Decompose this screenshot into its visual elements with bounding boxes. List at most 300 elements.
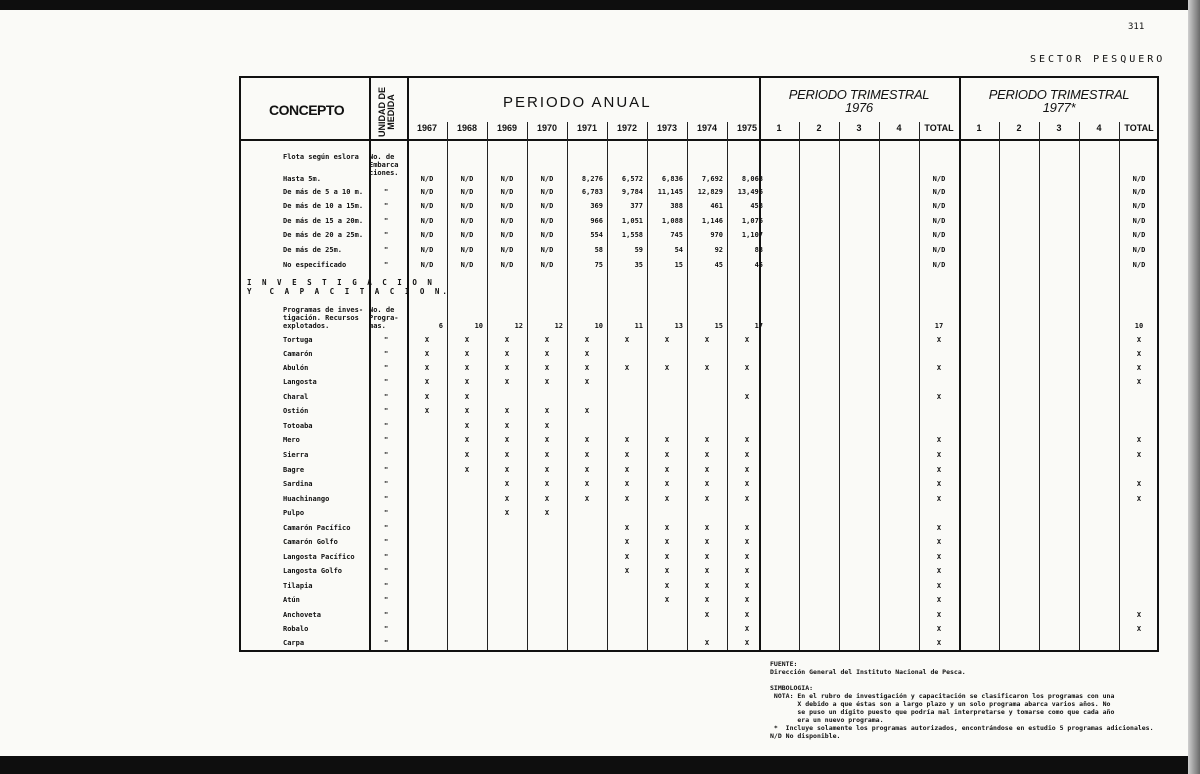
- cell-annual: 966: [590, 217, 603, 225]
- cell-annual: N/D: [540, 261, 554, 269]
- cell-annual: 8,063: [741, 175, 763, 183]
- cell-annual: X: [504, 378, 510, 386]
- row-label: Atún: [283, 596, 300, 604]
- cell-annual: X: [744, 436, 750, 444]
- cell-annual: 11: [634, 322, 643, 330]
- row-unit: ": [384, 188, 389, 196]
- cell-annual: X: [624, 567, 630, 575]
- cell-annual: 554: [590, 231, 603, 239]
- cell-annual: N/D: [500, 188, 514, 196]
- row-label: Sierra: [283, 451, 309, 459]
- cell-1977-total: X: [1136, 364, 1142, 372]
- header-year-1975: 1975: [736, 123, 758, 133]
- cell-annual: X: [504, 336, 510, 344]
- row-label: Langosta: [283, 378, 317, 386]
- cell-annual: X: [744, 639, 750, 647]
- cell-annual: 10: [594, 322, 603, 330]
- row-label: Camarón Golfo: [283, 538, 338, 546]
- cell-annual: 12,829: [697, 188, 723, 196]
- cell-annual: X: [584, 495, 590, 503]
- cell-annual: N/D: [460, 188, 474, 196]
- header-year-1974: 1974: [696, 123, 718, 133]
- header-year-1973: 1973: [656, 123, 678, 133]
- cell-annual: X: [744, 553, 750, 561]
- data-table: [239, 76, 1159, 652]
- cell-annual: X: [704, 639, 710, 647]
- cell-annual: 59: [634, 246, 643, 254]
- cell-annual: X: [584, 336, 590, 344]
- cell-annual: X: [744, 495, 750, 503]
- cell-annual: N/D: [460, 175, 474, 183]
- cell-1976-total: X: [936, 451, 942, 459]
- cell-annual: X: [584, 436, 590, 444]
- cell-annual: X: [704, 451, 710, 459]
- cell-annual: 35: [634, 261, 643, 269]
- cell-annual: X: [544, 451, 550, 459]
- cell-annual: 458: [750, 202, 763, 210]
- row-label: Anchoveta: [283, 611, 321, 619]
- cell-annual: X: [744, 364, 750, 372]
- header-1976-q-3: 3: [856, 123, 862, 133]
- cell-annual: 13: [674, 322, 683, 330]
- cell-1976-total: X: [936, 436, 942, 444]
- cell-1976-total: X: [936, 495, 942, 503]
- cell-annual: N/D: [460, 202, 474, 210]
- row-unit: ": [384, 393, 389, 401]
- cell-annual: X: [664, 480, 670, 488]
- cell-annual: X: [744, 524, 750, 532]
- header-1976-q-1: 1: [776, 123, 782, 133]
- cell-annual: X: [504, 495, 510, 503]
- cell-annual: N/D: [420, 202, 434, 210]
- row-unit: No. de Progra- mas.: [369, 306, 399, 330]
- cell-annual: X: [744, 393, 750, 401]
- row-label: De más de 15 a 20m.: [283, 217, 364, 225]
- cell-annual: X: [424, 336, 430, 344]
- row-label: Langosta Golfo: [283, 567, 343, 575]
- cell-annual: X: [704, 582, 710, 590]
- row-label: De más de 10 a 15m.: [283, 202, 364, 210]
- cell-annual: X: [744, 480, 750, 488]
- header-year-1967: 1967: [416, 123, 438, 133]
- cell-annual: X: [544, 350, 550, 358]
- cell-annual: X: [464, 436, 470, 444]
- cell-annual: 6,836: [661, 175, 683, 183]
- cell-1976-total: 17: [934, 322, 944, 330]
- row-label: Charal: [283, 393, 309, 401]
- cell-annual: X: [664, 495, 670, 503]
- row-label: De más de 5 a 10 m.: [283, 188, 364, 196]
- cell-annual: X: [504, 466, 510, 474]
- cell-1976-total: N/D: [932, 246, 946, 254]
- cell-annual: X: [624, 524, 630, 532]
- cell-annual: X: [584, 350, 590, 358]
- row-unit: ": [384, 336, 389, 344]
- cell-annual: X: [584, 407, 590, 415]
- cell-annual: N/D: [460, 217, 474, 225]
- cell-annual: X: [584, 480, 590, 488]
- cell-annual: 1,558: [621, 231, 643, 239]
- row-unit: ": [384, 611, 389, 619]
- row-unit: ": [384, 451, 389, 459]
- cell-annual: X: [464, 407, 470, 415]
- cell-annual: X: [624, 451, 630, 459]
- row-label: Huachinango: [283, 495, 330, 503]
- cell-1976-total: N/D: [932, 231, 946, 239]
- row-unit: No. de Embarca ciones.: [369, 153, 399, 177]
- page-number: 311: [1128, 22, 1145, 32]
- row-unit: ": [384, 639, 389, 647]
- row-unit: ": [384, 466, 389, 474]
- row-unit: ": [384, 202, 389, 210]
- cell-annual: N/D: [500, 261, 514, 269]
- section-investigacion: I N V E S T I G A C I O N Y C A P A C I T A C I O N.: [247, 278, 450, 296]
- cell-annual: X: [744, 451, 750, 459]
- cell-annual: X: [424, 364, 430, 372]
- cell-annual: X: [544, 509, 550, 517]
- cell-1977-total: N/D: [1132, 231, 1146, 239]
- cell-annual: N/D: [420, 246, 434, 254]
- cell-annual: 12: [554, 322, 563, 330]
- cell-annual: X: [544, 480, 550, 488]
- cell-annual: X: [664, 364, 670, 372]
- header-periodo-anual: PERIODO ANUAL: [503, 94, 652, 111]
- cell-1977-total: X: [1136, 625, 1142, 633]
- row-unit: ": [384, 246, 389, 254]
- cell-1976-total: X: [936, 393, 942, 401]
- cell-annual: N/D: [500, 246, 514, 254]
- cell-annual: X: [504, 350, 510, 358]
- header-1976-q-2: 2: [816, 123, 822, 133]
- cell-annual: 1,076: [741, 217, 763, 225]
- cell-annual: X: [664, 336, 670, 344]
- cell-annual: X: [704, 538, 710, 546]
- cell-annual: X: [504, 480, 510, 488]
- header-year-1969: 1969: [496, 123, 518, 133]
- row-unit: ": [384, 625, 389, 633]
- cell-1976-total: X: [936, 524, 942, 532]
- cell-annual: N/D: [460, 231, 474, 239]
- cell-annual: X: [704, 553, 710, 561]
- cell-annual: N/D: [420, 188, 434, 196]
- cell-1976-total: N/D: [932, 261, 946, 269]
- cell-annual: X: [584, 364, 590, 372]
- cell-annual: 10: [474, 322, 483, 330]
- header-concepto: CONCEPTO: [269, 102, 345, 118]
- row-unit: ": [384, 524, 389, 532]
- cell-annual: X: [624, 480, 630, 488]
- cell-annual: N/D: [500, 217, 514, 225]
- cell-annual: 17: [754, 322, 763, 330]
- cell-annual: 1,146: [701, 217, 723, 225]
- cell-1977-total: N/D: [1132, 202, 1146, 210]
- row-label: Programas de inves- tigación. Recursos explotados.: [283, 306, 364, 330]
- cell-1976-total: N/D: [932, 188, 946, 196]
- cell-annual: N/D: [540, 175, 554, 183]
- cell-1977-total: X: [1136, 451, 1142, 459]
- cell-annual: 12: [514, 322, 523, 330]
- row-label: Totoaba: [283, 422, 313, 430]
- cell-1977-total: N/D: [1132, 217, 1146, 225]
- cell-annual: 54: [674, 246, 683, 254]
- cell-annual: X: [664, 582, 670, 590]
- cell-annual: X: [504, 422, 510, 430]
- cell-annual: X: [464, 393, 470, 401]
- header-1977-q-3: 3: [1056, 123, 1062, 133]
- header-trim-1977-year: 1977*: [1042, 100, 1076, 115]
- cell-annual: X: [464, 422, 470, 430]
- cell-annual: X: [744, 625, 750, 633]
- cell-annual: 6,783: [581, 188, 603, 196]
- row-unit: ": [384, 364, 389, 372]
- cell-annual: X: [664, 538, 670, 546]
- cell-annual: N/D: [500, 175, 514, 183]
- cell-1977-total: X: [1136, 611, 1142, 619]
- cell-annual: 970: [710, 231, 723, 239]
- cell-annual: 45: [754, 261, 763, 269]
- cell-annual: X: [744, 336, 750, 344]
- cell-annual: 1,051: [621, 217, 643, 225]
- cell-annual: X: [704, 567, 710, 575]
- cell-annual: X: [704, 524, 710, 532]
- cell-annual: X: [504, 509, 510, 517]
- row-label: De más de 25m.: [283, 246, 343, 254]
- cell-annual: X: [704, 466, 710, 474]
- cell-annual: 45: [714, 261, 723, 269]
- row-unit: ": [384, 538, 389, 546]
- row-label: Ostión: [283, 407, 309, 415]
- cell-annual: 15: [714, 322, 723, 330]
- header-1976-q-4: 4: [896, 123, 902, 133]
- cell-1976-total: X: [936, 466, 942, 474]
- row-label: Sardina: [283, 480, 313, 488]
- cell-1977-total: N/D: [1132, 246, 1146, 254]
- cell-annual: X: [464, 466, 470, 474]
- cell-annual: 6,572: [621, 175, 643, 183]
- cell-annual: X: [544, 364, 550, 372]
- row-label: Hasta 5m.: [283, 175, 321, 183]
- cell-1977-total: N/D: [1132, 175, 1146, 183]
- cell-1976-total: X: [936, 625, 942, 633]
- cell-1976-total: N/D: [932, 175, 946, 183]
- cell-annual: 377: [630, 202, 643, 210]
- row-label: Carpa: [283, 639, 305, 647]
- row-unit: ": [384, 495, 389, 503]
- cell-annual: N/D: [420, 217, 434, 225]
- cell-annual: N/D: [420, 231, 434, 239]
- column-divider: [959, 78, 961, 650]
- column-divider: [1079, 122, 1080, 650]
- header-trim-1976-title: PERIODO TRIMESTRAL: [788, 87, 930, 102]
- cell-annual: N/D: [540, 188, 554, 196]
- cell-annual: X: [584, 378, 590, 386]
- cell-1976-total: X: [936, 538, 942, 546]
- row-unit: ": [384, 553, 389, 561]
- cell-annual: 745: [670, 231, 683, 239]
- cell-annual: X: [704, 336, 710, 344]
- row-label: Tortuga: [283, 336, 313, 344]
- cell-annual: N/D: [540, 202, 554, 210]
- header-year-1971: 1971: [576, 123, 598, 133]
- cell-annual: 92: [714, 246, 723, 254]
- cell-annual: X: [704, 480, 710, 488]
- cell-1977-total: X: [1136, 378, 1142, 386]
- row-label: Camarón Pacífico: [283, 524, 351, 532]
- cell-annual: X: [664, 451, 670, 459]
- row-unit: ": [384, 350, 389, 358]
- footnotes: FUENTE: Dirección General del Instituto Nacional de Pesca. SIMBOLOGIA: NOTA: En el rubro de investigación y capacitación se clasificaron los programas con una X debido a que éstas son a largo plazo y un solo programa abarca varios años. No se puso un dígito puesto que podría mal interpretarse y tomarse como que cada año era un nuevo programa. * Incluye solamente los programas autorizados, encontrándose en estudio 5 programas adicionales. N/D No disponible.: [770, 660, 1154, 740]
- cell-annual: N/D: [500, 231, 514, 239]
- cell-annual: X: [464, 364, 470, 372]
- cell-1976-total: X: [936, 596, 942, 604]
- cell-annual: 11,145: [657, 188, 683, 196]
- cell-annual: 7,692: [701, 175, 723, 183]
- header-divider: [241, 139, 1157, 141]
- header-1977-q-4: 4: [1096, 123, 1102, 133]
- cell-annual: 13,496: [737, 188, 763, 196]
- cell-annual: X: [704, 596, 710, 604]
- header-trim-1976: [779, 88, 939, 114]
- cell-1976-total: X: [936, 611, 942, 619]
- cell-annual: X: [504, 364, 510, 372]
- scan-edge: [1188, 0, 1200, 774]
- column-divider: [999, 122, 1000, 650]
- cell-annual: X: [704, 495, 710, 503]
- cell-annual: X: [704, 364, 710, 372]
- cell-annual: X: [744, 567, 750, 575]
- row-label: De más de 20 a 25m.: [283, 231, 364, 239]
- cell-annual: N/D: [540, 231, 554, 239]
- row-label: Mero: [283, 436, 300, 444]
- cell-1977-total: X: [1136, 480, 1142, 488]
- cell-annual: X: [464, 336, 470, 344]
- header-year-1968: 1968: [456, 123, 478, 133]
- cell-annual: X: [584, 451, 590, 459]
- row-label: Camarón: [283, 350, 313, 358]
- column-divider: [1039, 122, 1040, 650]
- cell-annual: 15: [674, 261, 683, 269]
- cell-1977-total: N/D: [1132, 188, 1146, 196]
- cell-annual: X: [664, 436, 670, 444]
- cell-annual: 83: [754, 246, 763, 254]
- header-1977-q-2: 2: [1016, 123, 1022, 133]
- header-trim-1976-year: 1976: [845, 100, 873, 115]
- cell-annual: X: [504, 436, 510, 444]
- row-label: Pulpo: [283, 509, 305, 517]
- cell-annual: 461: [710, 202, 723, 210]
- cell-annual: X: [624, 553, 630, 561]
- cell-annual: X: [664, 596, 670, 604]
- cell-annual: X: [504, 451, 510, 459]
- row-unit: ": [384, 217, 389, 225]
- cell-annual: X: [624, 466, 630, 474]
- row-label: Langosta Pacífico: [283, 553, 355, 561]
- cell-annual: X: [464, 378, 470, 386]
- header-unidad-label: UNIDAD DE MEDIDA: [377, 86, 396, 138]
- cell-annual: 1,088: [661, 217, 683, 225]
- cell-annual: X: [744, 596, 750, 604]
- cell-1976-total: X: [936, 553, 942, 561]
- cell-1976-total: N/D: [932, 217, 946, 225]
- cell-annual: N/D: [540, 246, 554, 254]
- cell-annual: X: [624, 538, 630, 546]
- column-divider: [799, 122, 800, 650]
- cell-annual: X: [624, 336, 630, 344]
- cell-annual: N/D: [500, 202, 514, 210]
- cell-1976-total: N/D: [932, 202, 946, 210]
- cell-1976-total: X: [936, 582, 942, 590]
- row-label: Bagre: [283, 466, 305, 474]
- cell-annual: X: [464, 451, 470, 459]
- cell-annual: X: [544, 407, 550, 415]
- cell-annual: N/D: [460, 261, 474, 269]
- cell-annual: X: [664, 524, 670, 532]
- cell-annual: 9,784: [621, 188, 643, 196]
- cell-1977-total: X: [1136, 336, 1142, 344]
- row-label: Robalo: [283, 625, 309, 633]
- cell-annual: 58: [594, 246, 603, 254]
- cell-annual: X: [544, 422, 550, 430]
- cell-annual: N/D: [420, 261, 434, 269]
- cell-1976-total: X: [936, 567, 942, 575]
- header-trim-1977-title: PERIODO TRIMESTRAL: [988, 87, 1130, 102]
- cell-annual: X: [464, 350, 470, 358]
- row-label: Abulón: [283, 364, 309, 372]
- cell-1976-total: X: [936, 639, 942, 647]
- cell-annual: X: [744, 582, 750, 590]
- cell-annual: N/D: [420, 175, 434, 183]
- row-unit: ": [384, 378, 389, 386]
- cell-annual: X: [584, 466, 590, 474]
- header-year-1970: 1970: [536, 123, 558, 133]
- cell-1977-total: X: [1136, 436, 1142, 444]
- cell-annual: 388: [670, 202, 683, 210]
- cell-annual: X: [664, 553, 670, 561]
- row-label: Flota según eslora: [283, 153, 359, 161]
- header-1976-q-total: TOTAL: [924, 123, 954, 133]
- header-trim-1977: [979, 88, 1139, 114]
- header-year-1972: 1972: [616, 123, 638, 133]
- cell-annual: 8,276: [581, 175, 603, 183]
- cell-1976-total: X: [936, 336, 942, 344]
- row-unit: ": [384, 436, 389, 444]
- cell-1977-total: N/D: [1132, 261, 1146, 269]
- cell-annual: X: [424, 350, 430, 358]
- cell-annual: X: [424, 393, 430, 401]
- row-unit: ": [384, 480, 389, 488]
- cell-annual: 1,107: [741, 231, 763, 239]
- cell-annual: X: [744, 466, 750, 474]
- cell-annual: X: [504, 407, 510, 415]
- cell-annual: X: [664, 466, 670, 474]
- row-unit: ": [384, 231, 389, 239]
- sector-title: SECTOR PESQUERO: [1030, 54, 1166, 65]
- row-label: No especificado: [283, 261, 347, 269]
- cell-annual: X: [624, 495, 630, 503]
- cell-annual: N/D: [540, 217, 554, 225]
- cell-annual: X: [544, 495, 550, 503]
- header-1977-q-1: 1: [976, 123, 982, 133]
- row-label: Tilapia: [283, 582, 313, 590]
- cell-1976-total: X: [936, 480, 942, 488]
- row-unit: ": [384, 261, 389, 269]
- cell-annual: X: [704, 436, 710, 444]
- cell-annual: X: [544, 378, 550, 386]
- cell-1977-total: 10: [1134, 322, 1144, 330]
- cell-1977-total: X: [1136, 350, 1142, 358]
- cell-annual: 369: [590, 202, 603, 210]
- cell-annual: X: [544, 466, 550, 474]
